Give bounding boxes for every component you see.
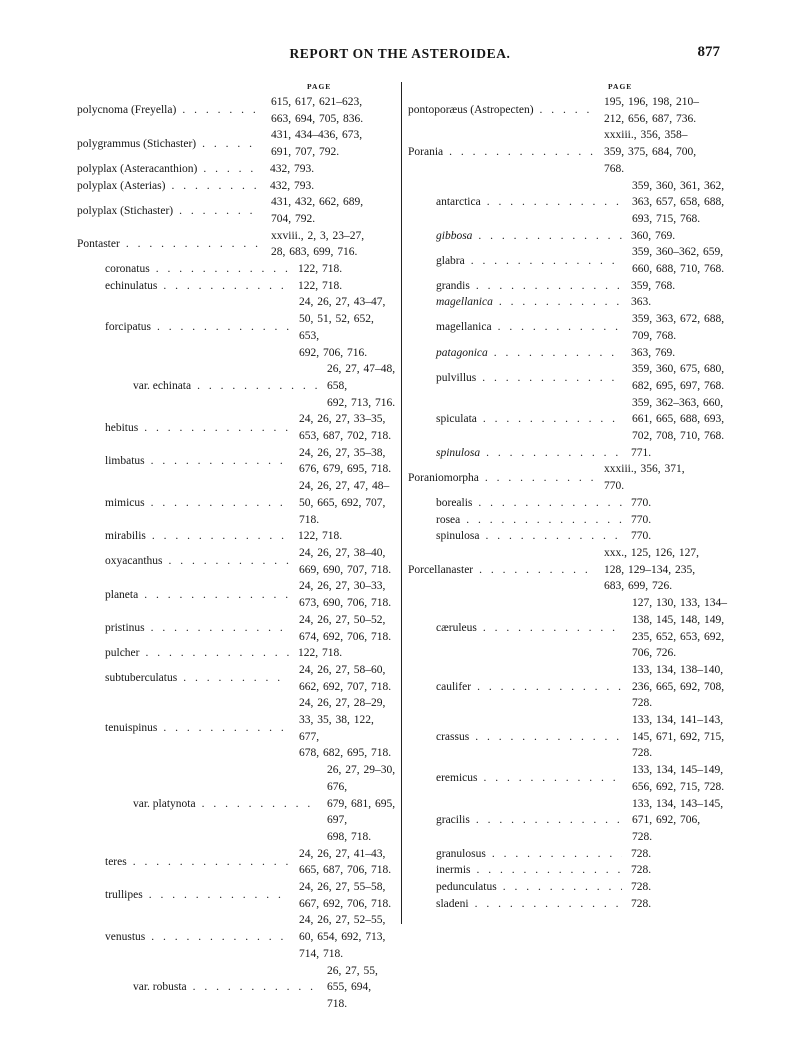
entry-name: spiculata . . . [408,411,622,428]
page-ref-line: 728. [631,864,652,877]
entry-name: crassus . . . [408,729,622,746]
entry-name: polycnoma (Freyella) . . . [77,102,261,119]
page-ref-line: 122, 718. [298,279,343,292]
entry-name: grandis . . . [408,278,622,295]
entry-name: pontoporæus (Astropecten) . . . [408,102,594,119]
index-entry [408,278,728,295]
page-ref-line: 24, 26, 27, 41–43, [299,847,386,860]
entry-name: gracilis . . . [408,812,622,829]
index-entry [77,645,397,662]
page-ref-line: 660, 688, 710, 768. [632,263,725,276]
page-ref-line: 359, 360, 675, 680, [632,363,725,376]
entry-page-refs [632,361,728,394]
page-ref-line: 133, 134, 141–143, [632,714,724,727]
page-ref-line: 709, 768. [632,329,677,342]
index-entry [408,762,728,795]
index-entry [77,662,397,695]
page-ref-line: 661, 665, 688, 693, [632,413,725,426]
index-entry [77,963,397,1013]
index-entry [77,846,397,879]
entry-name: spinulosa . . . [408,445,622,462]
page-ref-line: 359, 768. [631,279,676,292]
page-ref-line: 693, 715, 768. [632,212,701,225]
page-ref-line: 718. [299,513,320,526]
entry-name: coronatus . . . [77,261,289,278]
index-entry [408,94,728,127]
entry-name: mimicus . . . [77,495,289,512]
entry-page-refs [327,762,397,846]
page-ref-line: 728. [631,847,652,860]
entry-name: Poraniomorpha . . . [408,470,594,487]
page-ref-line: 24, 26, 27, 38–40, [299,546,386,559]
index-entry [408,528,728,545]
entry-name: subtuberculatus . . . [77,670,289,687]
page-ref-line: 363. [631,296,652,309]
entry-page-refs [299,612,397,645]
entry-page-refs [632,712,728,762]
entry-name: var. platynota . . . [77,796,317,813]
page-ref-line: 770. [631,513,652,526]
entry-page-refs [632,762,728,795]
page-ref-line: 665, 687, 706, 718. [299,864,392,877]
page-ref-line: 728. [632,747,653,760]
entry-name: oxyacanthus . . . [77,553,289,570]
entry-page-refs [270,178,397,195]
page-ref-line: 24, 26, 27, 52–55, [299,914,386,927]
page-ref-line: 363, 769. [631,346,676,359]
entry-page-refs [299,879,397,912]
entry-name: mirabilis . . . [77,528,289,545]
page-ref-line: 653, 687, 702, 718. [299,430,392,443]
entry-page-refs [631,846,728,863]
index-entry [77,912,397,962]
page-ref-line: 656, 692, 715, 728. [632,780,725,793]
page-ref-line: 662, 692, 707, 718. [299,680,392,693]
running-head: REPORT ON THE ASTEROIDEA. [289,46,511,61]
page-ref-line: 663, 694, 705, 836. [271,112,364,125]
page-ref-line: 770. [631,496,652,509]
index-entry [408,311,728,344]
page-ref-line: 431, 434–436, 673, [271,129,363,142]
entry-page-refs [298,278,397,295]
entry-page-refs [299,578,397,611]
entry-name: antarctica . . . [408,194,622,211]
page-ref-line: 359, 363, 672, 688, [632,313,725,326]
index-entry [408,796,728,846]
page-ref-line: 128, 129–134, 235, [604,563,696,576]
index-entry [408,846,728,863]
entry-page-refs [271,194,397,227]
page-ref-line: 431, 432, 662, 689, [271,196,364,209]
entry-name: forcipatus . . . [77,319,289,336]
page-ref-line: 24, 26, 27, 33–35, [299,413,386,426]
entry-page-refs [299,846,397,879]
entry-page-refs [327,963,397,1013]
entry-page-refs [631,228,728,245]
page-ref-line: 676, 679, 695, 718. [299,463,392,476]
entry-name: trullipes . . . [77,887,289,904]
entry-name: eremicus . . . [408,770,622,787]
page-ref-line: 432, 793. [270,179,315,192]
entry-name: sladeni . . . [408,896,622,913]
entry-page-refs [299,445,397,478]
page-ref-line: xxx., 125, 126, 127, [604,546,699,559]
entry-name: Porcellanaster . . . [408,562,594,579]
entry-name: limbatus . . . [77,453,289,470]
entry-page-refs [270,161,397,178]
page-ref-line: 50, 665, 692, 707, [299,496,386,509]
page-ref-line: 133, 134, 143–145, [632,797,724,810]
page-ref-line: 127, 130, 133, 134– [632,597,727,610]
entry-page-refs [632,178,728,228]
page-ref-line: 706, 726. [632,647,677,660]
entry-name: hebitus . . . [77,420,289,437]
index-column-left [77,82,397,1013]
index-entry [408,512,728,529]
page-ref-line: 770. [631,530,652,543]
entry-page-refs [299,695,397,762]
page-ref-line: 50, 51, 52, 652, 653, [299,313,374,342]
index-entry [408,395,728,445]
page-ref-line: 26, 27, 47–48, 658, [327,363,396,392]
page-ref-line: 692, 706, 716. [299,346,368,359]
page-ref-line: 683, 699, 726. [604,580,673,593]
index-entry [408,244,728,277]
page-ref-line: 24, 26, 27, 30–33, [299,580,386,593]
entry-page-refs [632,595,728,662]
entry-name: pulvillus . . . [408,370,622,387]
page-ref-line: 359, 360–362, 659, [632,246,724,259]
index-entry [408,361,728,394]
index-entry [77,261,397,278]
page-ref-line: 24, 26, 27, 47, 48– [299,480,390,493]
entry-name: teres . . . [77,854,289,871]
page-ref-line: 671, 692, 706, [632,814,701,827]
entry-name: spinulosa . . . [408,528,622,545]
entry-name: planeta . . . [77,587,289,604]
page-ref-line: 138, 145, 148, 149, [632,613,725,626]
page-ref-line: 60, 654, 692, 713, [299,931,386,944]
page-ref-line: 28, 683, 699, 716. [271,246,358,259]
index-entry [77,361,397,411]
entry-name: pulcher . . . [77,645,289,662]
index-entry [408,294,728,311]
entry-page-refs [604,461,728,494]
page-ref-line: 674, 692, 706, 718. [299,630,392,643]
page-ref-line: 26, 27, 29–30, 676, [327,764,396,793]
page-ref-line: 667, 692, 706, 718. [299,897,392,910]
index-entry [408,127,728,177]
page-ref-line: 24, 26, 27, 28–29, [299,697,386,710]
page-ref-line: 692, 713, 716. [327,396,396,409]
page-ref-line: 702, 708, 710, 768. [632,430,725,443]
page-ref-line: 718. [327,997,348,1010]
page-column-label: PAGE [307,82,332,91]
page-ref-line: 728. [632,830,653,843]
entry-name: tenuispinus . . . [77,720,289,737]
page-ref-line: 359, 360, 361, 362, [632,179,725,192]
entry-name: Porania . . . [408,144,594,161]
page-ref-line: 24, 26, 27, 50–52, [299,613,386,626]
index-entry [77,528,397,545]
index-entry [77,411,397,444]
page-ref-line: 768. [604,162,625,175]
entry-name: caulifer . . . [408,679,622,696]
page-ref-line: 26, 27, 55, 655, 694, [327,964,378,994]
page-ref-line: 133, 134, 145–149, [632,764,724,777]
page-ref-line: 679, 681, 695, 697, [327,797,396,827]
page-ref-line: 714, 718. [299,947,344,960]
page-number: 877 [697,44,720,60]
index-entry [77,127,397,160]
index-entry [408,862,728,879]
page-ref-line: 359, 362–363, 660, [632,396,724,409]
index-entry [77,228,397,261]
entry-page-refs [631,879,728,896]
index-entry [77,695,397,762]
entry-name: echinulatus . . . [77,278,289,295]
page-ref-line: 770. [604,480,625,493]
entry-page-refs [604,94,728,127]
page-ref-line: 236, 665, 692, 708, [632,680,725,693]
index-entry [77,612,397,645]
entry-name: gibbosa . . . [408,228,622,245]
entry-name: venustus . . . [77,929,289,946]
entry-name: rosea . . . [408,512,622,529]
index-entry [77,578,397,611]
page-ref-line: 673, 690, 706, 718. [299,597,392,610]
entry-name: pristinus . . . [77,620,289,637]
index-entry [408,662,728,712]
entry-page-refs [298,261,397,278]
index-entry [77,762,397,846]
page-ref-line: 432, 793. [270,162,315,175]
page-ref-line: 122, 718. [298,263,343,276]
entry-name: var. robusta . . . [77,979,317,996]
page-ref-line: 145, 671, 692, 715, [632,730,725,743]
page-ref-line: 24, 26, 27, 35–38, [299,446,386,459]
index-entry [77,161,397,178]
page-ref-line: xxxiii., 356, 371, [604,463,685,476]
page-ref-line: 363, 657, 658, 688, [632,196,725,209]
index-entry [408,712,728,762]
entry-page-refs [327,361,397,411]
page-ref-line: 691, 707, 792. [271,146,340,159]
page-ref-line: 24, 26, 27, 43–47, [299,296,386,309]
entry-name: pedunculatus . . . [408,879,622,896]
entry-name: glabra . . . [408,253,622,270]
entry-name: polyplax (Asteracanthion) . . . [77,161,261,178]
entry-page-refs [632,662,728,712]
index-entry [77,278,397,295]
index-entry [408,345,728,362]
page-ref-line: 728. [631,897,652,910]
entry-page-refs [299,411,397,444]
page-ref-line: 24, 26, 27, 58–60, [299,663,386,676]
entry-name: borealis . . . [408,495,622,512]
page-ref-line: 771. [631,446,652,459]
index-entry [408,461,728,494]
entry-page-refs [271,127,397,160]
page-ref-line: xxviii., 2, 3, 23–27, [271,229,365,242]
index-entry [77,194,397,227]
entry-page-refs [631,896,728,913]
entry-name: granulosus . . . [408,846,622,863]
index-entry [408,178,728,228]
entry-page-refs [631,445,728,462]
page-ref-line: 728. [632,697,653,710]
entry-name: Pontaster . . . [77,236,261,253]
entry-page-refs [631,294,728,311]
entry-page-refs [632,395,728,445]
page-ref-line: 698, 718. [327,830,372,843]
entry-page-refs [631,862,728,879]
entry-name: patagonica . . . [408,345,622,362]
index-entry [408,879,728,896]
entry-page-refs [298,528,397,545]
entry-page-refs [631,278,728,295]
entry-page-refs [631,528,728,545]
entry-name: polyplax (Asterias) . . . [77,178,261,195]
page-ref-line: 195, 196, 198, 210– [604,96,699,108]
entry-name: inermis . . . [408,862,622,879]
entry-name: var. echinata . . . [77,378,317,395]
page-column-label: PAGE [608,82,633,91]
entry-page-refs [631,345,728,362]
page-ref-line: 728. [631,881,652,894]
index-entry [408,228,728,245]
page-ref-line: 212, 656, 687, 736. [604,112,697,125]
index-entry [77,879,397,912]
entry-page-refs [299,912,397,962]
index-entry [77,478,397,528]
page-ref-line: 235, 652, 653, 692, [632,630,725,643]
entry-page-refs [299,294,397,361]
entry-name: cæruleus . . . [408,620,622,637]
entry-page-refs [299,545,397,578]
page-ref-line: xxxiii., 356, 358– [604,129,688,142]
page-ref-line: 615, 617, 621–623, [271,96,363,108]
entry-page-refs [298,645,397,662]
index-entry [77,545,397,578]
page-ref-line: 360, 769. [631,229,676,242]
entry-page-refs [271,94,397,127]
index-entry [77,94,397,127]
entry-page-refs [604,127,728,177]
index-entry [408,445,728,462]
entry-name: magellanica . . . [408,294,622,311]
entry-page-refs [632,244,728,277]
entry-name: magellanica . . . [408,319,622,336]
page-ref-line: 133, 134, 138–140, [632,663,724,676]
index-entry [77,294,397,361]
entry-name: polyplax (Stichaster) . . . [77,203,261,220]
page-ref-line: 678, 682, 695, 718. [299,747,392,760]
entry-page-refs [632,796,728,846]
index-entry [408,545,728,595]
index-entry [77,445,397,478]
entry-name: polygrammus (Stichaster) . . . [77,136,261,153]
page-ref-line: 24, 26, 27, 55–58, [299,881,386,894]
page-ref-line: 122, 718. [298,530,343,543]
entry-page-refs [631,512,728,529]
page-ref-line: 669, 690, 707, 718. [299,563,392,576]
index-column-right [408,82,728,912]
page-ref-line: 359, 375, 684, 700, [604,146,697,159]
entry-page-refs [299,478,397,528]
index-entry [408,595,728,662]
entry-page-refs [631,495,728,512]
index-entry [408,896,728,913]
page-ref-line: 704, 792. [271,212,316,225]
entry-page-refs [632,311,728,344]
entry-page-refs [271,228,397,261]
page-ref-line: 33, 35, 38, 122, 677, [299,714,374,743]
page-ref-line: 122, 718. [298,647,343,660]
entry-page-refs [604,545,728,595]
index-entry [77,178,397,195]
column-divider [401,82,402,924]
index-entry [408,495,728,512]
entry-page-refs [299,662,397,695]
page-ref-line: 682, 695, 697, 768. [632,379,725,392]
